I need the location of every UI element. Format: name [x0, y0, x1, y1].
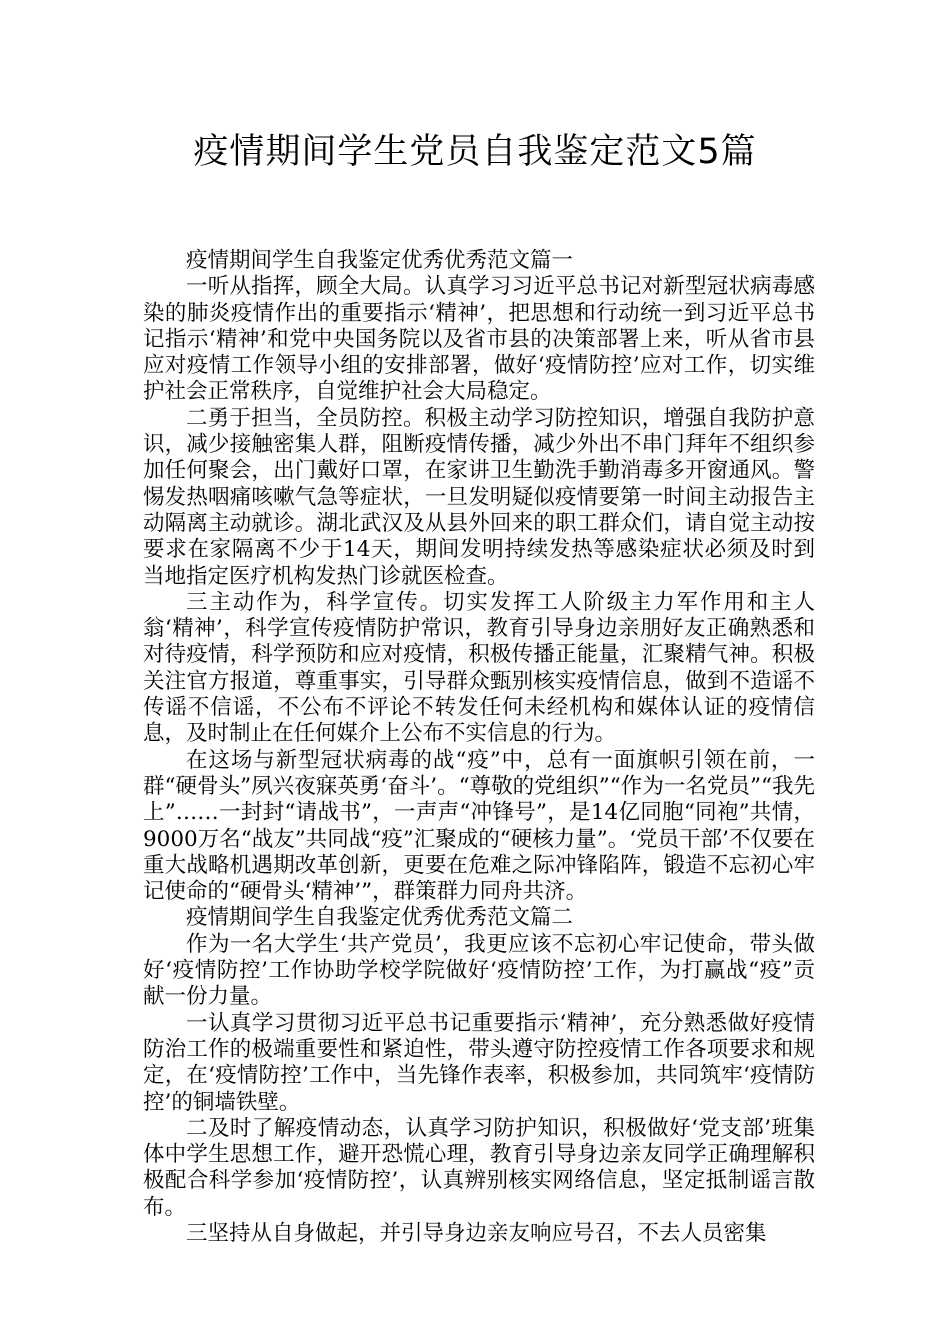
section-heading-2: 疫情期间学生自我鉴定优秀优秀范文篇二 [186, 905, 574, 931]
section-heading-1: 疫情期间学生自我鉴定优秀优秀范文篇一 [186, 248, 574, 273]
paragraph: 二及时了解疫情动态，认真学习防护知识，积极做好‘党支部’班集体中学生思想工作，避开恐慌心理，教育引导身边亲友同学正确理解积极配合科学参加‘疫情防控’，认真辨别核实网络信息，坚定抵制谣言散布。 [143, 1115, 815, 1220]
paragraph: 一认真学习贯彻习近平总书记重要指示‘精神’，充分熟悉做好疫情防治工作的极端重要性和紧迫性，带头遵守防控疫情工作各项要求和规定，在‘疫情防控’工作中，当先锋作表率，积极参加，共同筑牢‘疫情防控’的铜墙铁壁。 [143, 1010, 815, 1115]
paragraph: 一听从指挥，顾全大局。认真学习习近平总书记对新型冠状病毒感染的肺炎疫情作出的重要指示‘精神’，把思想和行动统一到习近平总书记指示‘精神’和党中央国务院以及省市县的决策部署上来，听从省市县应对疫情工作领导小组的安排部署，做好‘疫情防控’应对工作，切实维护社会正常秩序，自觉维护社会大局稳定。 [143, 274, 815, 405]
paragraph: 作为一名大学生‘共产党员’，我更应该不忘初心牢记使命，带头做好‘疫情防控’工作协助学校学院做好‘疫情防控’工作，为打赢战“疫”贡献一份力量。 [143, 931, 815, 1010]
paragraph: 三坚持从自身做起，并引导身边亲友响应号召，不去人员密集 [186, 1220, 767, 1246]
document-title: 疫情期间学生党员自我鉴定范文5篇 [193, 132, 757, 172]
document-body [143, 248, 815, 1247]
paragraph: 二勇于担当，全员防控。积极主动学习防控知识，增强自我防护意识，减少接触密集人群，阻断疫情传播，减少外出不串门拜年不组织参加任何聚会，出门戴好口罩，在家讲卫生勤洗手勤消毒多开窗通风。警惕发热咽痛咳嗽气急等症状，一旦发明疑似疫情要第一时间主动报告主动隔离主动就诊。湖北武汉及从县外回来的职工群众们，请自觉主动按要求在家隔离不少于14天，期间发明持续发热等感染症状必须及时到当地指定医疗机构发热门诊就医检查。 [143, 405, 815, 589]
paragraph: 在这场与新型冠状病毒的战“疫”中，总有一面旗帜引领在前，一群“硬骨头”夙兴夜寐英勇‘奋斗’。“尊敬的党组织”“作为一名党员”“我先上”……一封封“请战书”，一声声“冲锋号”，是14亿同胞“同袍”共情，9000万名“战友”共同战“疫”汇聚成的“硬核力量”。‘党员干部’不仅要在重大战略机遇期改革创新，更要在危难之际冲锋陷阵，锻造不忘初心牢记使命的“硬骨头‘精神’”，群策群力同舟共济。 [143, 747, 815, 905]
paragraph: 三主动作为，科学宣传。切实发挥工人阶级主力军作用和主人翁‘精神’，科学宣传疫情防护常识，教育引导身边亲朋好友正确熟悉和对待疫情，科学预防和应对疫情，积极传播正能量，汇聚精气神。积极关注官方报道，尊重事实，引导群众甄别核实疫情信息，做到不造谣不传谣不信谣，不公布不评论不转发任何未经机构和媒体认证的疫情信息，及时制止在任何媒介上公布不实信息的行为。 [143, 589, 815, 747]
